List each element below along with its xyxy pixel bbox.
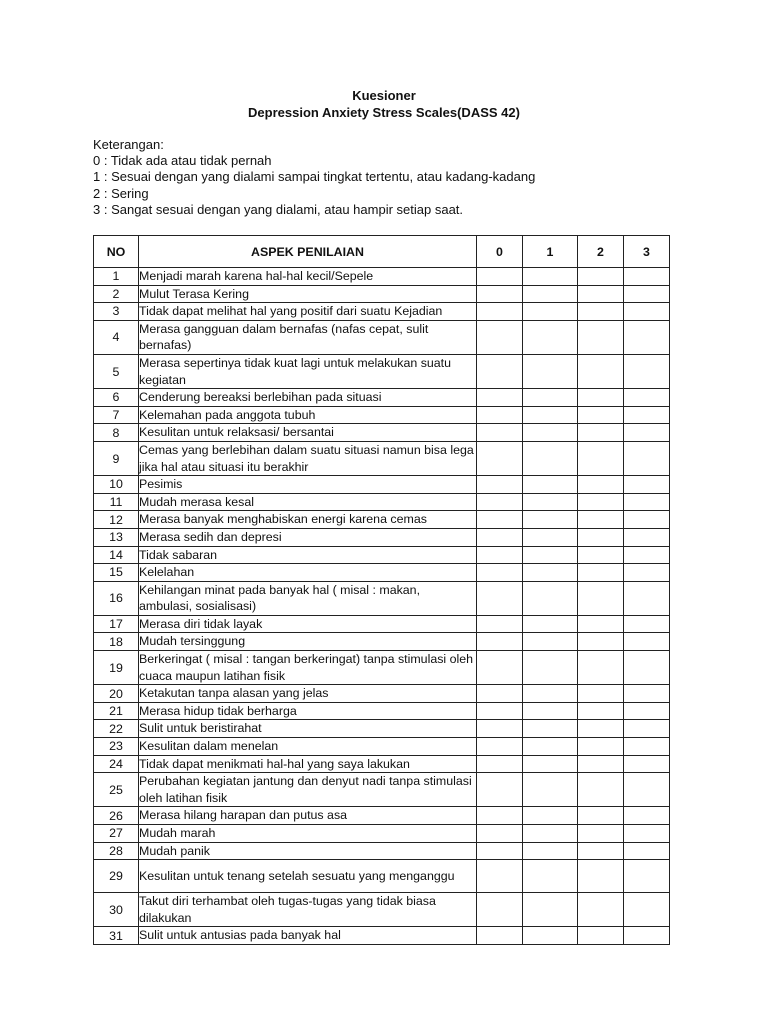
answer-cell-2[interactable] — [578, 755, 624, 773]
answer-cell-2[interactable] — [578, 615, 624, 633]
row-statement: Mudah panik — [139, 842, 477, 860]
table-row — [94, 581, 670, 615]
table-row — [94, 738, 670, 756]
answer-cell-2[interactable] — [578, 389, 624, 407]
row-statement: Merasa hilang harapan dan putus asa — [139, 807, 477, 825]
row-statement: Pesimis — [139, 476, 477, 494]
table-row — [94, 720, 670, 738]
header-score-3: 3 — [624, 236, 670, 268]
answer-cell-3[interactable] — [624, 755, 670, 773]
answer-cell-2[interactable] — [578, 773, 624, 807]
row-number: 28 — [94, 842, 139, 860]
row-statement: Perubahan kegiatan jantung dan denyut nadi tanpa stimulasi oleh latihan fisik — [139, 773, 477, 807]
table-row — [94, 441, 670, 475]
answer-cell-3[interactable] — [624, 651, 670, 685]
row-number: 2 — [94, 285, 139, 303]
answer-cell-1[interactable] — [523, 738, 578, 756]
answer-cell-0[interactable] — [477, 927, 523, 945]
row-statement: Cenderung bereaksi berlebihan pada situasi — [139, 389, 477, 407]
row-number: 16 — [94, 581, 139, 615]
table-row — [94, 927, 670, 945]
row-statement: Tidak dapat menikmati hal-hal yang saya lakukan — [139, 755, 477, 773]
answer-cell-2[interactable] — [578, 511, 624, 529]
row-statement: Merasa gangguan dalam bernafas (nafas cepat, sulit bernafas) — [139, 320, 477, 354]
row-number: 25 — [94, 773, 139, 807]
answer-cell-1[interactable] — [523, 303, 578, 321]
answer-cell-2[interactable] — [578, 320, 624, 354]
answer-cell-2[interactable] — [578, 927, 624, 945]
row-number: 22 — [94, 720, 139, 738]
row-statement: Cemas yang berlebihan dalam suatu situasi namun bisa lega jika hal atau situasi itu berakhir — [139, 441, 477, 475]
answer-cell-3[interactable] — [624, 927, 670, 945]
answer-cell-3[interactable] — [624, 320, 670, 354]
table-row — [94, 615, 670, 633]
answer-cell-1[interactable] — [523, 546, 578, 564]
answer-cell-3[interactable] — [624, 406, 670, 424]
answer-cell-0[interactable] — [477, 651, 523, 685]
row-statement: Kelemahan pada anggota tubuh — [139, 406, 477, 424]
table-row — [94, 354, 670, 388]
row-number: 13 — [94, 528, 139, 546]
answer-cell-0[interactable] — [477, 303, 523, 321]
answer-cell-3[interactable] — [624, 476, 670, 494]
answer-cell-0[interactable] — [477, 389, 523, 407]
answer-cell-3[interactable] — [624, 807, 670, 825]
row-statement: Mudah merasa kesal — [139, 493, 477, 511]
row-number: 23 — [94, 738, 139, 756]
row-statement: Kesulitan untuk relaksasi/ bersantai — [139, 424, 477, 442]
answer-cell-2[interactable] — [578, 702, 624, 720]
answer-cell-2[interactable] — [578, 893, 624, 927]
answer-cell-2[interactable] — [578, 581, 624, 615]
answer-cell-0[interactable] — [477, 564, 523, 582]
table-row — [94, 893, 670, 927]
table-header-row — [94, 236, 670, 268]
answer-cell-3[interactable] — [624, 389, 670, 407]
row-number: 4 — [94, 320, 139, 354]
table-row — [94, 528, 670, 546]
answer-cell-1[interactable] — [523, 860, 578, 893]
answer-cell-2[interactable] — [578, 685, 624, 703]
row-statement: Tidak sabaran — [139, 546, 477, 564]
row-number: 7 — [94, 406, 139, 424]
answer-cell-1[interactable] — [523, 825, 578, 843]
document-title: Kuesioner — [352, 88, 416, 103]
answer-cell-0[interactable] — [477, 702, 523, 720]
answer-cell-0[interactable] — [477, 860, 523, 893]
answer-cell-3[interactable] — [624, 268, 670, 286]
table-row — [94, 651, 670, 685]
answer-cell-2[interactable] — [578, 807, 624, 825]
answer-cell-1[interactable] — [523, 268, 578, 286]
row-statement: Kehilangan minat pada banyak hal ( misal : makan, ambulasi, sosialisasi) — [139, 581, 477, 615]
row-number: 11 — [94, 493, 139, 511]
table-row — [94, 511, 670, 529]
answer-cell-3[interactable] — [624, 685, 670, 703]
row-statement: Tidak dapat melihat hal yang positif dari suatu Kejadian — [139, 303, 477, 321]
answer-cell-2[interactable] — [578, 825, 624, 843]
row-number: 18 — [94, 633, 139, 651]
answer-cell-1[interactable] — [523, 511, 578, 529]
row-number: 20 — [94, 685, 139, 703]
answer-cell-2[interactable] — [578, 476, 624, 494]
row-number: 14 — [94, 546, 139, 564]
answer-cell-3[interactable] — [624, 773, 670, 807]
table-row — [94, 424, 670, 442]
table-row — [94, 476, 670, 494]
answer-cell-0[interactable] — [477, 615, 523, 633]
answer-cell-0[interactable] — [477, 773, 523, 807]
table-row — [94, 406, 670, 424]
answer-cell-1[interactable] — [523, 842, 578, 860]
answer-cell-1[interactable] — [523, 927, 578, 945]
row-statement: Mudah tersinggung — [139, 633, 477, 651]
table-row — [94, 546, 670, 564]
answer-cell-1[interactable] — [523, 476, 578, 494]
answer-cell-3[interactable] — [624, 528, 670, 546]
row-number: 24 — [94, 755, 139, 773]
answer-cell-2[interactable] — [578, 441, 624, 475]
row-statement: Merasa diri tidak layak — [139, 615, 477, 633]
answer-cell-0[interactable] — [477, 738, 523, 756]
header-score-0: 0 — [477, 236, 523, 268]
table-row — [94, 685, 670, 703]
answer-cell-3[interactable] — [624, 860, 670, 893]
answer-cell-3[interactable] — [624, 720, 670, 738]
answer-cell-1[interactable] — [523, 685, 578, 703]
answer-cell-1[interactable] — [523, 406, 578, 424]
answer-cell-1[interactable] — [523, 720, 578, 738]
table-row — [94, 842, 670, 860]
answer-cell-0[interactable] — [477, 320, 523, 354]
row-number: 9 — [94, 441, 139, 475]
answer-cell-0[interactable] — [477, 807, 523, 825]
answer-cell-2[interactable] — [578, 268, 624, 286]
row-statement: Takut diri terhambat oleh tugas-tugas yang tidak biasa dilakukan — [139, 893, 477, 927]
row-number: 26 — [94, 807, 139, 825]
answer-cell-1[interactable] — [523, 320, 578, 354]
answer-cell-1[interactable] — [523, 354, 578, 388]
answer-cell-1[interactable] — [523, 389, 578, 407]
table-row — [94, 389, 670, 407]
row-statement: Merasa sedih dan depresi — [139, 528, 477, 546]
row-statement: Sulit untuk beristirahat — [139, 720, 477, 738]
table-row — [94, 825, 670, 843]
answer-cell-2[interactable] — [578, 303, 624, 321]
answer-cell-0[interactable] — [477, 424, 523, 442]
row-number: 6 — [94, 389, 139, 407]
answer-cell-3[interactable] — [624, 441, 670, 475]
title-block — [0, 87, 768, 121]
row-statement: Kelelahan — [139, 564, 477, 582]
header-score-2: 2 — [578, 236, 624, 268]
table-row — [94, 633, 670, 651]
document-subtitle: Depression Anxiety Stress Scales(DASS 42) — [248, 105, 520, 120]
answer-cell-2[interactable] — [578, 720, 624, 738]
answer-cell-3[interactable] — [624, 354, 670, 388]
answer-cell-3[interactable] — [624, 493, 670, 511]
row-number: 5 — [94, 354, 139, 388]
answer-cell-0[interactable] — [477, 581, 523, 615]
answer-cell-3[interactable] — [624, 546, 670, 564]
answer-cell-1[interactable] — [523, 893, 578, 927]
answer-cell-1[interactable] — [523, 651, 578, 685]
answer-cell-1[interactable] — [523, 581, 578, 615]
row-statement: Merasa hidup tidak berharga — [139, 702, 477, 720]
answer-cell-1[interactable] — [523, 755, 578, 773]
row-number: 17 — [94, 615, 139, 633]
answer-cell-3[interactable] — [624, 581, 670, 615]
legend-line-2: 2 : Sering — [93, 185, 149, 201]
answer-cell-2[interactable] — [578, 354, 624, 388]
row-number: 29 — [94, 860, 139, 893]
row-statement: Berkeringat ( misal : tangan berkeringat) tanpa stimulasi oleh cuaca maupun latihan fisik — [139, 651, 477, 685]
answer-cell-3[interactable] — [624, 285, 670, 303]
answer-cell-0[interactable] — [477, 528, 523, 546]
answer-cell-2[interactable] — [578, 528, 624, 546]
answer-cell-0[interactable] — [477, 511, 523, 529]
legend-line-3: 3 : Sangat sesuai dengan yang dialami, atau hampir setiap saat. — [93, 201, 464, 217]
answer-cell-3[interactable] — [624, 825, 670, 843]
answer-cell-0[interactable] — [477, 476, 523, 494]
row-number: 31 — [94, 927, 139, 945]
questionnaire-table — [93, 235, 670, 945]
table-row — [94, 493, 670, 511]
answer-cell-3[interactable] — [624, 702, 670, 720]
answer-cell-3[interactable] — [624, 738, 670, 756]
answer-cell-1[interactable] — [523, 424, 578, 442]
answer-cell-0[interactable] — [477, 633, 523, 651]
answer-cell-1[interactable] — [523, 441, 578, 475]
row-number: 12 — [94, 511, 139, 529]
answer-cell-0[interactable] — [477, 493, 523, 511]
row-statement: Merasa sepertinya tidak kuat lagi untuk melakukan suatu kegiatan — [139, 354, 477, 388]
answer-cell-1[interactable] — [523, 807, 578, 825]
answer-cell-2[interactable] — [578, 546, 624, 564]
answer-cell-0[interactable] — [477, 825, 523, 843]
table-body — [94, 268, 670, 945]
answer-cell-2[interactable] — [578, 842, 624, 860]
answer-cell-2[interactable] — [578, 424, 624, 442]
answer-cell-3[interactable] — [624, 893, 670, 927]
answer-cell-0[interactable] — [477, 893, 523, 927]
table-row — [94, 320, 670, 354]
table-row — [94, 702, 670, 720]
row-statement: Kesulitan dalam menelan — [139, 738, 477, 756]
table-row — [94, 860, 670, 893]
answer-cell-0[interactable] — [477, 406, 523, 424]
answer-cell-2[interactable] — [578, 285, 624, 303]
row-statement: Mulut Terasa Kering — [139, 285, 477, 303]
answer-cell-2[interactable] — [578, 493, 624, 511]
table-row — [94, 285, 670, 303]
row-statement: Mudah marah — [139, 825, 477, 843]
table-row — [94, 303, 670, 321]
table-row — [94, 564, 670, 582]
answer-cell-3[interactable] — [624, 842, 670, 860]
answer-cell-0[interactable] — [477, 685, 523, 703]
table-row — [94, 773, 670, 807]
legend-line-0: 0 : Tidak ada atau tidak pernah — [93, 153, 272, 169]
answer-cell-3[interactable] — [624, 564, 670, 582]
answer-cell-3[interactable] — [624, 511, 670, 529]
row-number: 21 — [94, 702, 139, 720]
answer-cell-2[interactable] — [578, 406, 624, 424]
answer-cell-1[interactable] — [523, 564, 578, 582]
legend-heading: Keterangan: — [93, 137, 164, 152]
answer-cell-0[interactable] — [477, 842, 523, 860]
answer-cell-2[interactable] — [578, 633, 624, 651]
row-number: 19 — [94, 651, 139, 685]
answer-cell-1[interactable] — [523, 528, 578, 546]
row-statement: Merasa banyak menghabiskan energi karena cemas — [139, 511, 477, 529]
answer-cell-0[interactable] — [477, 755, 523, 773]
table-row — [94, 755, 670, 773]
answer-cell-0[interactable] — [477, 441, 523, 475]
answer-cell-0[interactable] — [477, 354, 523, 388]
row-number: 1 — [94, 268, 139, 286]
answer-cell-0[interactable] — [477, 546, 523, 564]
answer-cell-1[interactable] — [523, 493, 578, 511]
row-number: 30 — [94, 893, 139, 927]
row-number: 27 — [94, 825, 139, 843]
row-statement: Menjadi marah karena hal-hal kecil/Sepele — [139, 268, 477, 286]
answer-cell-2[interactable] — [578, 564, 624, 582]
row-number: 8 — [94, 424, 139, 442]
answer-cell-1[interactable] — [523, 702, 578, 720]
legend-line-1: 1 : Sesuai dengan yang dialami sampai tingkat tertentu, atau kadang-kadang — [93, 169, 536, 185]
legend — [93, 137, 535, 218]
answer-cell-1[interactable] — [523, 633, 578, 651]
answer-cell-2[interactable] — [578, 860, 624, 893]
answer-cell-1[interactable] — [523, 615, 578, 633]
answer-cell-2[interactable] — [578, 738, 624, 756]
answer-cell-1[interactable] — [523, 773, 578, 807]
header-score-1: 1 — [523, 236, 578, 268]
header-aspek: ASPEK PENILAIAN — [139, 236, 477, 268]
answer-cell-2[interactable] — [578, 651, 624, 685]
row-number: 3 — [94, 303, 139, 321]
answer-cell-0[interactable] — [477, 285, 523, 303]
row-statement: Ketakutan tanpa alasan yang jelas — [139, 685, 477, 703]
row-statement: Sulit untuk antusias pada banyak hal — [139, 927, 477, 945]
answer-cell-1[interactable] — [523, 285, 578, 303]
table-row — [94, 807, 670, 825]
header-no: NO — [94, 236, 139, 268]
row-statement: Kesulitan untuk tenang setelah sesuatu yang menganggu — [139, 860, 477, 893]
table-row — [94, 268, 670, 286]
answer-cell-0[interactable] — [477, 268, 523, 286]
row-number: 15 — [94, 564, 139, 582]
answer-cell-3[interactable] — [624, 303, 670, 321]
answer-cell-0[interactable] — [477, 720, 523, 738]
answer-cell-3[interactable] — [624, 633, 670, 651]
row-number: 10 — [94, 476, 139, 494]
answer-cell-3[interactable] — [624, 424, 670, 442]
answer-cell-3[interactable] — [624, 615, 670, 633]
